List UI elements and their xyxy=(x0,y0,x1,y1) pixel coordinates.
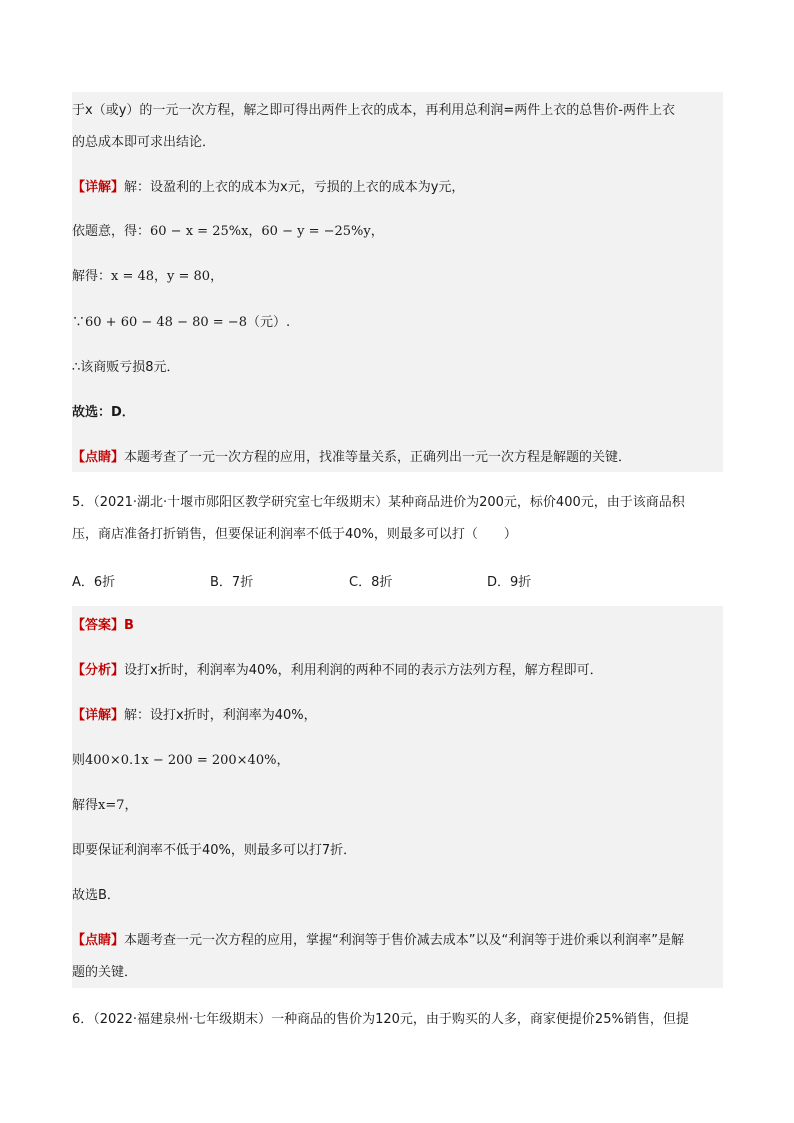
q5-answer-tag: 【答案】 xyxy=(72,618,125,633)
q4-equation-1: 依题意，得：60 − x = 25%x，60 − y = −25%y， xyxy=(72,224,384,239)
q5-conclusion: 即要保证利润率不低于40%，则最多可以打7折． xyxy=(72,843,357,858)
q5-stem-line-2: 压，商店准备打折销售，但要保证利润率不低于40%，则最多可以打（ ） xyxy=(72,527,517,542)
q5-stem-line-1: 5．（2021·湖北·十堰市郧阳区教学研究室七年级期末）某种商品进价为200元，标价400元，由于该商品积 xyxy=(72,495,685,510)
q5-option-d: D．9折 xyxy=(487,575,532,590)
q5-choice: 故选B． xyxy=(72,888,120,903)
q5-detail-tag: 【详解】 xyxy=(72,708,125,723)
q4-comment xyxy=(72,449,723,467)
q4-detail xyxy=(72,179,723,197)
q5-answer xyxy=(72,617,723,635)
q4-detail-text: 解：设盈利的上衣的成本为x元，亏损的上衣的成本为y元， xyxy=(124,180,465,195)
q5-equation-1: 则400×0.1x − 200 = 200×40%， xyxy=(72,753,290,768)
q4-detail-tag: 【详解】 xyxy=(72,180,125,195)
q4-equation-3: ∵60 + 60 − 48 − 80 = −8（元）. xyxy=(72,315,291,330)
q4-analysis-line-2: 的总成本即可求出结论． xyxy=(72,135,216,150)
q5-detail-text: 解：设打x折时，利润率为40%， xyxy=(124,708,317,723)
q4-analysis-line-1: 于x（或y）的一元一次方程，解之即可得出两件上衣的成本，再利用总利润=两件上衣的总售价-两件上衣 xyxy=(72,103,675,118)
q5-option-b: B．7折 xyxy=(210,575,254,590)
q6-stem-line-1: 6．（2022·福建泉州·七年级期末）一种商品的售价为120元，由于购买的人多，商家便提价25%销售，但提 xyxy=(72,1012,689,1027)
q5-comment-text: 本题考查一元一次方程的应用，掌握“利润等于售价减去成本”以及“利润等于进价乘以利润率”是解 xyxy=(124,933,684,948)
q4-comment-text: 本题考查了一元一次方程的应用，找准等量关系，正确列出一元一次方程是解题的关键． xyxy=(124,450,632,465)
q5-comment-line-1 xyxy=(72,932,723,950)
q4-choice: 故选：D． xyxy=(72,405,135,420)
q5-option-a: A．6折 xyxy=(72,575,116,590)
q5-option-c: C．8折 xyxy=(349,575,393,590)
q5-analysis-tag: 【分析】 xyxy=(72,663,125,678)
q5-comment-tag: 【点睛】 xyxy=(72,933,125,948)
q4-equation-2: 解得：x = 48，y = 80， xyxy=(72,269,224,284)
q5-comment-line-2: 题的关键． xyxy=(72,965,138,980)
q5-analysis-text: 设打x折时，利润率为40%，利用利润的两种不同的表示方法列方程，解方程即可． xyxy=(124,663,603,678)
q4-comment-tag: 【点睛】 xyxy=(72,450,125,465)
q5-detail xyxy=(72,707,723,725)
q5-equation-2: 解得x=7， xyxy=(72,798,138,813)
q4-conclusion: ∴该商贩亏损8元． xyxy=(72,360,180,375)
q5-analysis xyxy=(72,662,723,680)
q5-answer-value: B xyxy=(124,618,134,633)
